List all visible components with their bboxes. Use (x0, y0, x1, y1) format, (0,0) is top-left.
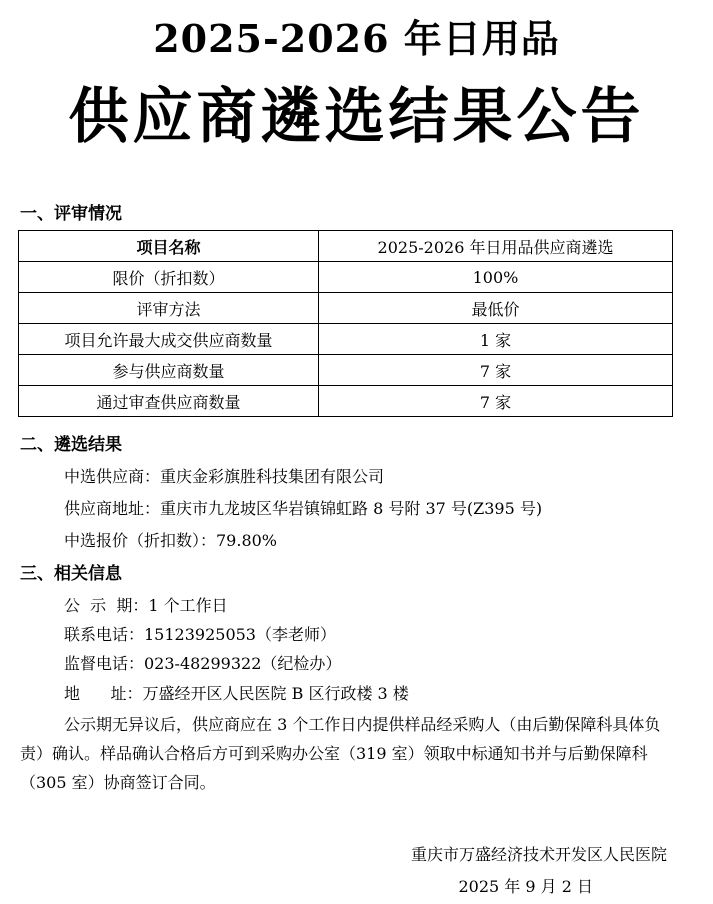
table-cell: 通过审查供应商数量 (19, 386, 319, 417)
review-table (18, 230, 673, 417)
publicity-period: 公 示 期：1 个工作日 (64, 596, 228, 615)
supplier-address: 供应商地址：重庆市九龙坡区华岩镇锦虹路 8 号附 37 号(Z395 号) (64, 499, 543, 518)
section-heading-review: 一、评审情况 (20, 204, 122, 224)
table-row (19, 262, 673, 293)
notice-paragraph: 公示期无异议后，供应商应在 3 个工作日内提供样品经采购人（由后勤保障科具体负责）确认。样品确认合格后方可到采购办公室（319 室）领取中标通知书并与后勤保障科（305 室）协商签订合同。 (20, 715, 661, 792)
contact-phone: 联系电话：15123925053（李老师） (64, 625, 336, 644)
signature-date: 2025 年 9 月 2 日 (458, 877, 593, 896)
signature-organization: 重庆市万盛经济技术开发区人民医院 (410, 845, 667, 864)
table-cell: 项目名称 (19, 231, 319, 262)
table-cell: 100% (319, 262, 673, 293)
table-cell: 参与供应商数量 (19, 355, 319, 386)
section-heading-result: 二、遴选结果 (20, 435, 122, 455)
table-row (19, 324, 673, 355)
table-cell: 7 家 (319, 386, 673, 417)
table-cell: 2025-2026 年日用品供应商遴选 (319, 231, 673, 262)
address: 地 址：万盛经开区人民医院 B 区行政楼 3 楼 (64, 684, 409, 703)
table-row (19, 293, 673, 324)
table-row (19, 355, 673, 386)
table-cell: 项目允许最大成交供应商数量 (19, 324, 319, 355)
title-line-1: 2025-2026 年日用品 (153, 16, 560, 61)
table-header-row (19, 231, 673, 262)
table-cell: 限价（折扣数） (19, 262, 319, 293)
section-heading-info: 三、相关信息 (20, 564, 122, 584)
selected-supplier: 中选供应商：重庆金彩旗胜科技集团有限公司 (64, 467, 385, 486)
selected-quote: 中选报价（折扣数）：79.80% (64, 531, 278, 550)
table-cell: 1 家 (319, 324, 673, 355)
table-cell: 7 家 (319, 355, 673, 386)
supervision-phone: 监督电话：023-48299322（纪检办） (64, 654, 342, 673)
table-cell: 评审方法 (19, 293, 319, 324)
title-line-2: 供应商遴选结果公告 (68, 82, 645, 152)
table-cell: 最低价 (319, 293, 673, 324)
table-row (19, 386, 673, 417)
